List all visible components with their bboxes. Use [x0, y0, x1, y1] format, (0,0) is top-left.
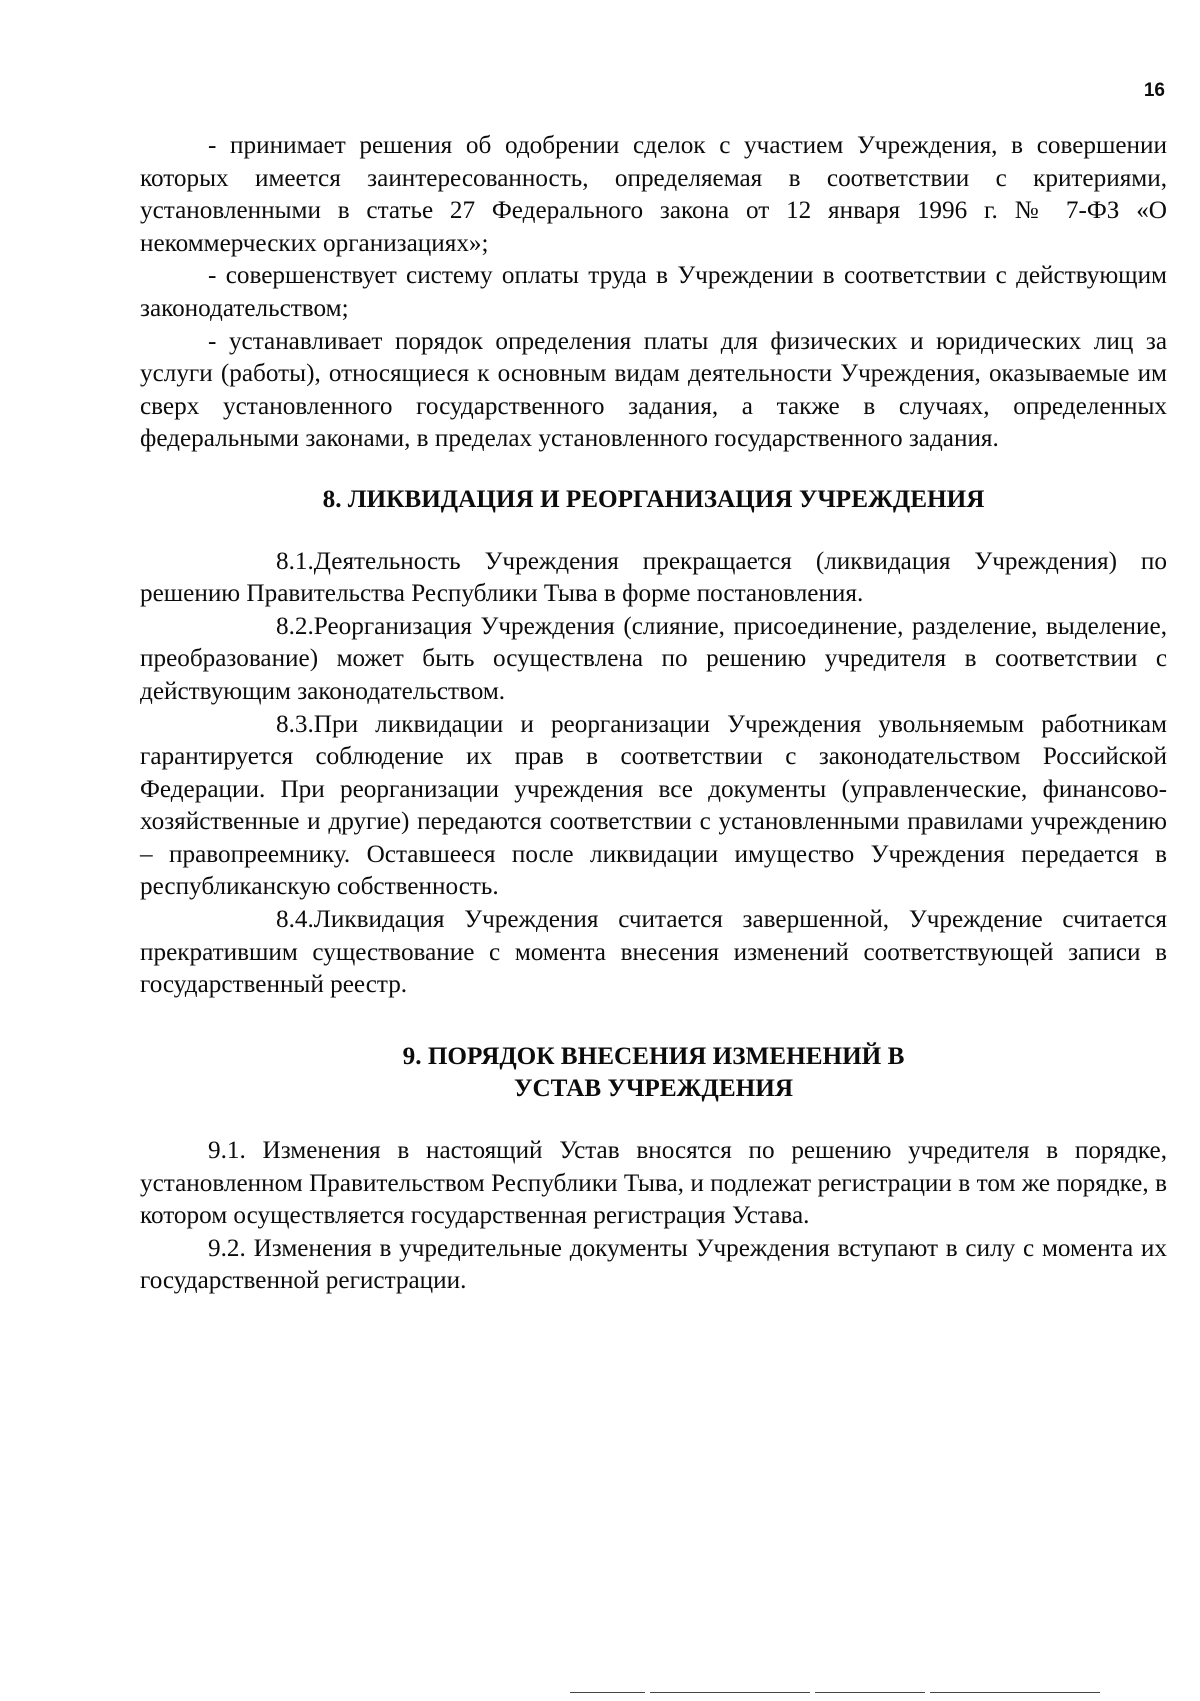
clause-text: Изменения в учредительные документы Учреждения вступают в силу с момента их государственной регистрации. — [140, 1234, 1167, 1295]
section-8-heading: 8. ЛИКВИДАЦИЯ И РЕОРГАНИЗАЦИЯ УЧРЕЖДЕНИЯ — [322, 485, 985, 513]
page-content — [140, 130, 1167, 1298]
list-item-approve-deals: - принимает решения об одобрении сделок с участием Учреждения, в совершении которых имеется заинтересованность, определяемая в соответствии с критериями, установленными в статье 27 Федерального закона от 12 января 1996 г. № 7-ФЗ «О некоммерческих организациях»; — [140, 132, 1167, 257]
list-item-fee-procedure: - устанавливает порядок определения платы для физических и юридических лиц за услуги (работы), относящиеся к основным видам деятельности Учреждения, оказываемые им сверх установленного государственного задания, а также в случаях, определенных федеральными законами, в пределах установленного государственного задания. — [140, 327, 1167, 453]
clause-number: 9.2. — [208, 1234, 246, 1262]
clause-number: 9.1. — [208, 1137, 246, 1165]
clause-number: 8.2. — [276, 612, 314, 640]
clause-text: При ликвидации и реорганизации Учреждения увольняемым работникам гарантируется соблюдение их прав в соответствии с законодательством Российской Федерации. При реорганизации учреждения все документы (управленческие, финансово-хозяйственные и другие) передаются соответствии с установленными правилами учреждению – правопреемнику. Оставшееся после ликвидации имущество Учреждения передается в республиканскую собственность. — [140, 710, 1167, 901]
scan-edge-line — [570, 1692, 645, 1693]
clause-9-1 — [140, 1135, 1167, 1233]
clause-number: 8.3. — [276, 710, 314, 738]
clause-text: Деятельность Учреждения прекращается (ликвидация Учреждения) по решению Правительства Республики Тыва в форме постановления. — [140, 547, 1167, 608]
clause-number: 8.4. — [276, 906, 314, 934]
scan-edge-line — [650, 1692, 810, 1693]
clause-8-1 — [140, 546, 1167, 611]
clause-text: Реорганизация Учреждения (слияние, присоединение, разделение, выделение, преобразование) может быть осуществлена по решению учредителя в соответствии с действующим законодательством. — [140, 612, 1167, 705]
clause-text: Ликвидация Учреждения считается завершенной, Учреждение считается прекратившим существование с момента внесения изменений соответствующей записи в государственный реестр. — [140, 906, 1167, 999]
scan-edge-line — [815, 1692, 925, 1693]
clause-8-3 — [140, 709, 1167, 905]
page-number: 16 — [1143, 80, 1165, 101]
clause-9-2 — [140, 1233, 1167, 1298]
clause-8-4 — [140, 904, 1167, 1002]
clause-text: Изменения в настоящий Устав вносятся по решению учредителя в порядке, установленном Правительством Республики Тыва, и подлежат регистрации в том же порядке, в котором осуществляется государственная регистрация Устава. — [140, 1137, 1168, 1230]
clause-number: 8.1. — [276, 547, 314, 575]
scan-edge-line — [930, 1692, 1100, 1693]
list-item-pay-system: - совершенствует систему оплаты труда в Учреждении в соответствии с действующим законодательством; — [140, 262, 1167, 322]
section-9-heading: 9. ПОРЯДОК ВНЕСЕНИЯ ИЗМЕНЕНИЙ В УСТАВ УЧРЕЖДЕНИЯ — [402, 1042, 905, 1103]
clause-8-2 — [140, 611, 1167, 709]
